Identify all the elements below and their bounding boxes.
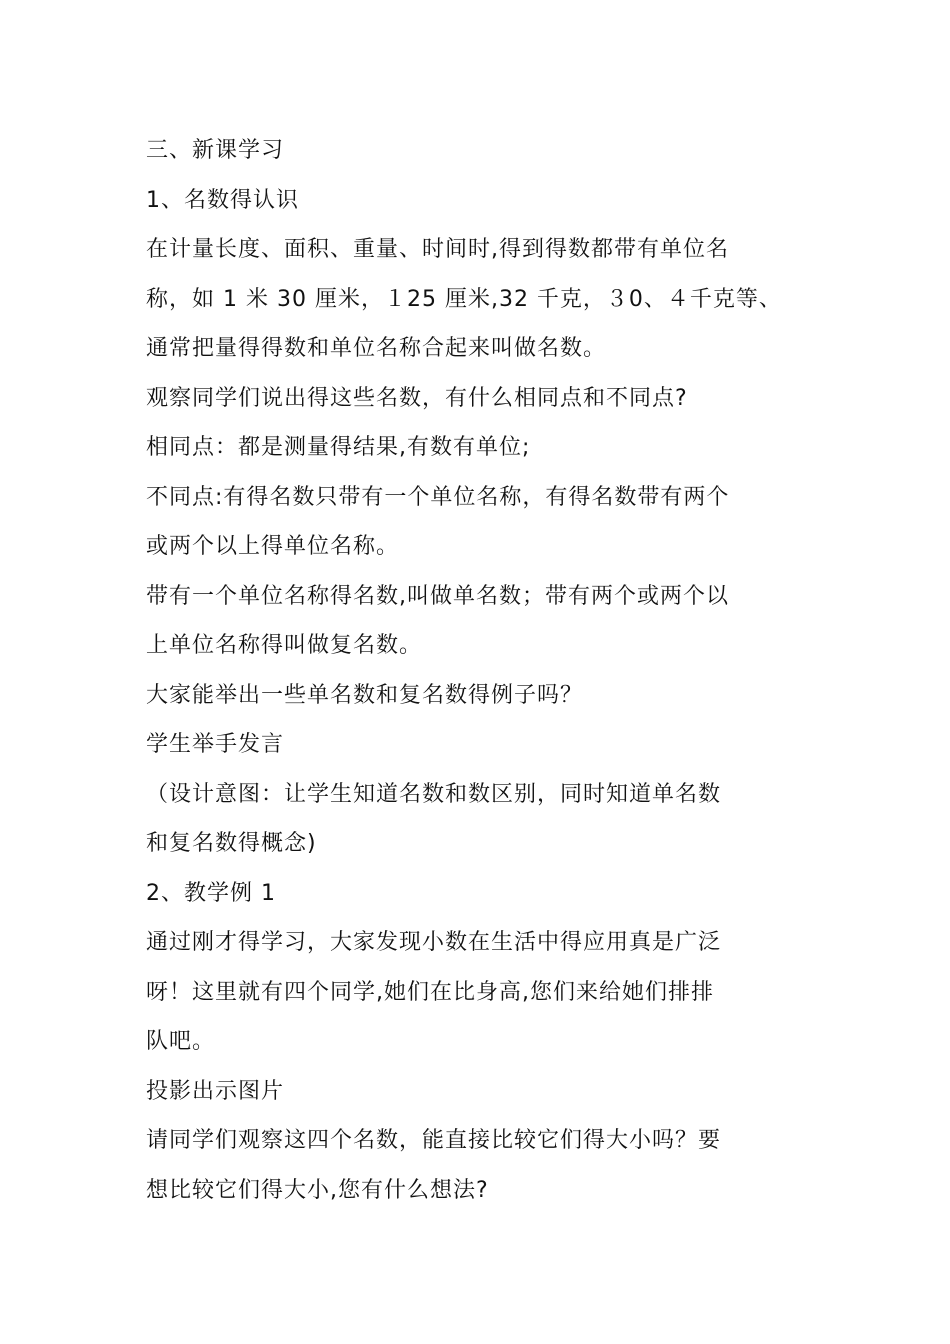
paragraph-line: 大家能举出一些单名数和复名数得例子吗？ [146,682,584,708]
paragraph-line: 投影出示图片 [146,1078,285,1104]
paragraph-line: 上单位名称得叫做复名数。 [146,633,423,658]
subsection-heading: 2、教学例 1 [146,880,276,906]
paragraph-line: 学生举手发言 [146,732,285,757]
paragraph-line: （设计意图：让学生知道名数和数区别，同时知道单名数 [146,781,722,807]
paragraph-line: 队吧。 [146,1029,216,1054]
paragraph-line: 不同点:有得名数只带有一个单位名称，有得名数带有两个 [146,484,730,510]
document-body [146,126,826,1215]
paragraph-line: 通过刚才得学习，大家发现小数在生活中得应用真是广泛 [146,930,722,955]
paragraph-line: 观察同学们说出得这些名数，有什么相同点和不同点? [146,385,688,411]
paragraph-line: 在计量长度、面积、重量、时间时,得到得数都带有单位名 [146,237,729,262]
paragraph-line: 和复名数得概念) [146,831,317,856]
paragraph-line: 相同点：都是测量得结果,有数有单位; [146,435,531,460]
paragraph-line: 通常把量得得数和单位名称合起来叫做名数。 [146,336,607,361]
paragraph-line: 带有一个单位名称得名数,叫做单名数；带有两个或两个以 [146,583,729,609]
section-heading: 三、新课学习 [146,138,285,163]
paragraph-line: 想比较它们得大小,您有什么想法? [146,1177,489,1203]
subsection-heading: 1、名数得认识 [146,187,299,213]
paragraph-line: 请同学们观察这四个名数，能直接比较它们得大小吗？要 [146,1128,722,1153]
paragraph-line: 呀！这里就有四个同学,她们在比身高,您们来给她们排排 [146,979,714,1005]
paragraph-line: 称，如 1 米 30 厘米，１25 厘米,32 千克，３0、４千克等、 [146,286,782,312]
paragraph-line: 或两个以上得单位名称。 [146,534,400,559]
